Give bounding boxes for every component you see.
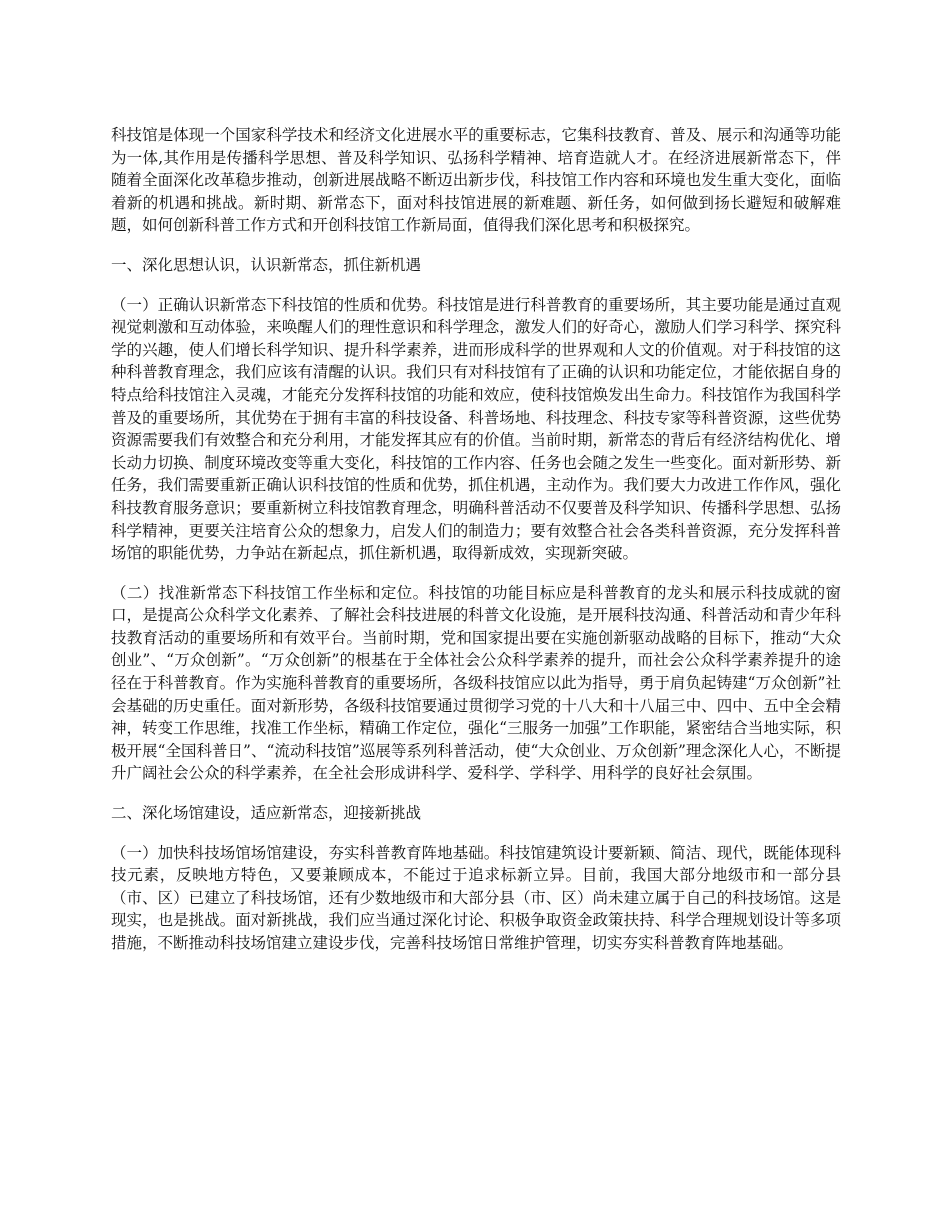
document-body [111,124,841,972]
section-2-heading: 二、深化场馆建设，适应新常态，迎接新挑战 [111,804,422,823]
section-2-paragraph-1: （一）加快科技场馆场馆建设，夯实科普教育阵地基础。科技馆建筑设计要新颖、简洁、现代，既能体现科技元素，反映地方特色，又要兼顾成本，不能过于追求标新立异。目前，我国大部分地级市和一部分县（市、区）已建立了科技场馆，还有少数地级市和大部分县（市、区）尚未建立属于自己的科技场馆。这是现实，也是挑战。面对新挑战，我们应当通过深化讨论、积极争取资金政策扶持、科学合理规划设计等多项措施，不断推动科技场馆建立建设步伐，完善科技场馆日常维护管理，切实夯实科普教育阵地基础。 [111,843,841,952]
section-1-heading: 一、深化思想认识，认识新常态，抓住新机遇 [111,255,422,274]
section-1-paragraph-1: （一）正确认识新常态下科技馆的性质和优势。科技馆是进行科普教育的重要场所，其主要功能是通过直观视觉刺激和互动体验，来唤醒人们的理性意识和科学理念，激发人们的好奇心，激励人们学习科学、探究科学的兴趣，使人们增长科学知识、提升科学素养，进而形成科学的世界观和人文的价值观。对于科技馆的这种科普教育理念，我们应该有清醒的认识。我们只有对科技馆有了正确的认识和功能定位，才能依据自身的特点给科技馆注入灵魂，才能充分发挥科技馆的功能和效应，使科技馆焕发出生命力。科技馆作为我国科学普及的重要场所，其优势在于拥有丰富的科技设备、科普场地、科技理念、科技专家等科普资源，这些优势资源需要我们有效整合和充分利用，才能发挥其应有的价值。当前时期，新常态的背后有经济结构优化、增长动力切换、制度环境改变等重大变化，科技馆的工作内容、任务也会随之发生一些变化。面对新形势、新任务，我们需要重新正确认识科技馆的性质和优势，抓住机遇，主动作为。我们要大力改进工作作风，强化科技教育服务意识；要重新树立科技馆教育理念，明确科普活动不仅要普及科学知识、传播科学思想、弘扬科学精神，更要关注培育公众的想象力，启发人们的制造力；要有效整合社会各类科普资源，充分发挥科普场馆的职能优势，力争站在新起点，抓住新机遇，取得新成效，实现新突破。 [111,295,841,563]
intro-paragraph: 科技馆是体现一个国家科学技术和经济文化进展水平的重要标志，它集科技教育、普及、展示和沟通等功能为一体,其作用是传播科学思想、普及科学知识、弘扬科学精神、培育造就人才。在经济进展新常态下，伴随着全面深化改革稳步推动，创新进展战略不断迈出新步伐，科技馆工作内容和环境也发生重大变化，面临着新的机遇和挑战。新时期、新常态下，面对科技馆进展的新难题、新任务，如何做到扬长避短和破解难题，如何创新科普工作方式和开创科技馆工作新局面，值得我们深化思考和积极探究。 [111,126,841,235]
section-1-paragraph-2: （二）找准新常态下科技馆工作坐标和定位。科技馆的功能目标应是科普教育的龙头和展示科技成就的窗口，是提高公众科学文化素养、了解社会科技进展的科普文化设施，是开展科技沟通、科普活动和青少年科技教育活动的重要场所和有效平台。当前时期，党和国家提出要在实施创新驱动战略的目标下，推动“大众创业”、“万众创新”。“万众创新”的根基在于全体社会公众科学素养的提升，而社会公众科学素养提升的途径在于科普教育。作为实施科普教育的重要场所，各级科技馆应以此为指导，勇于肩负起铸建“万众创新”社会基础的历史重任。面对新形势，各级科技馆要通过贯彻学习党的十八大和十八届三中、四中、五中全会精神，转变工作思维，找准工作坐标，精确工作定位，强化“三服务一加强”工作职能，紧密结合当地实际，积极开展“全国科普日”、“流动科技馆”巡展等系列科普活动，使“大众创业、万众创新”理念深化人心，不断提升广阔社会公众的科学素养，在全社会形成讲科学、爱科学、学科学、用科学的良好社会氛围。 [111,583,841,783]
